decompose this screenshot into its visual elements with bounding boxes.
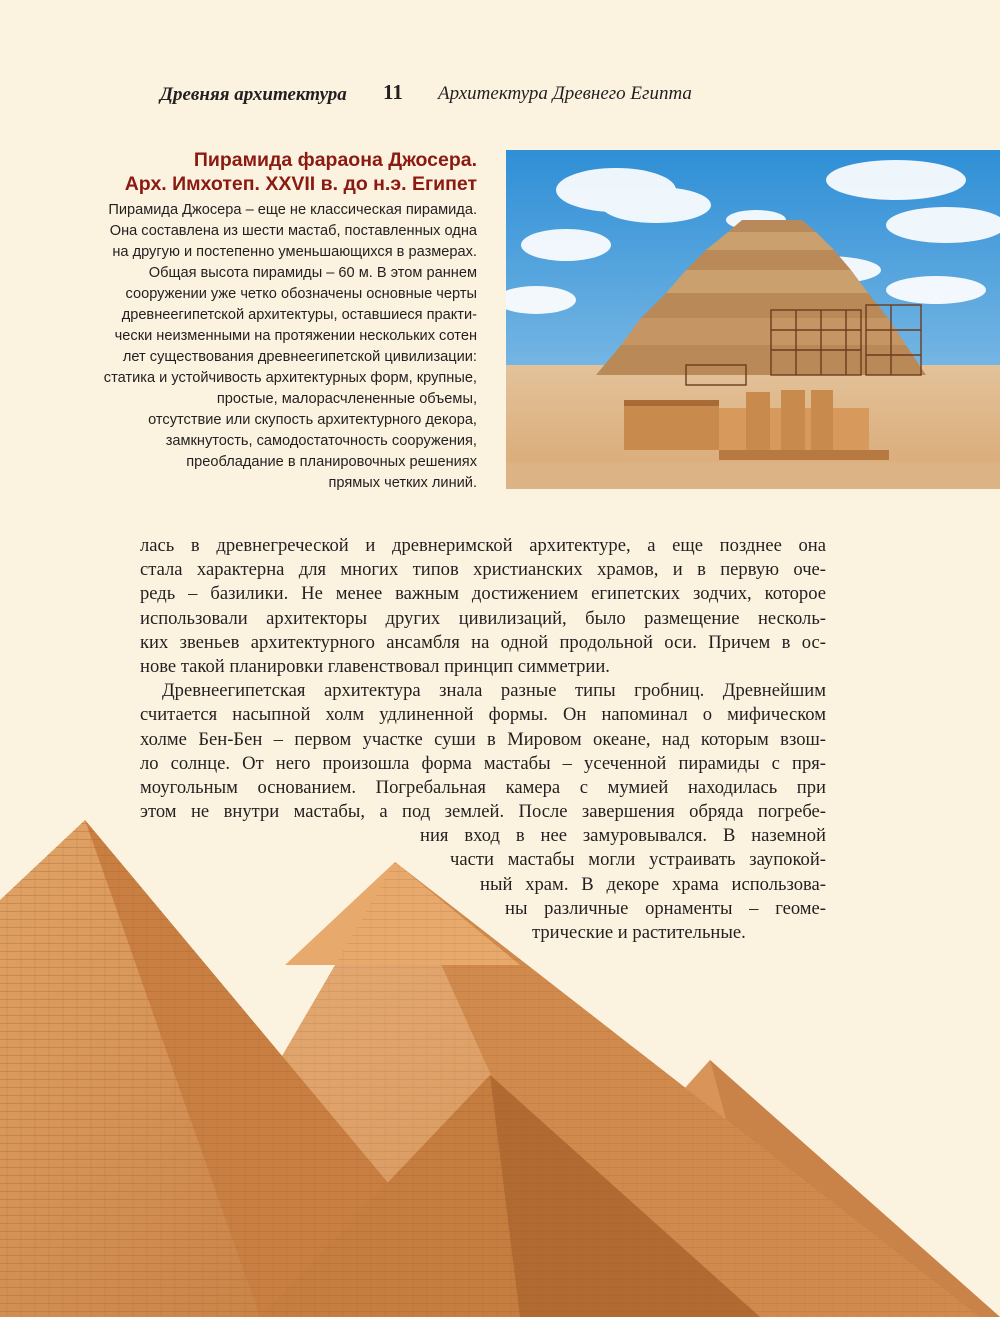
giza-pyramids-illustration: [0, 800, 1000, 1317]
text-line: Древнеегипетская архитектура знала разные типы гробниц. Древнейшим: [162, 680, 826, 702]
text-line: ких звеньев архитектурного ансамбля на одной продольной оси. Причем в ос-: [140, 631, 826, 653]
text-line: лась в древнегреческой и древнеримской архитектуре, а еще позднее она: [140, 535, 826, 556]
caption-title-line: Арх. Имхотеп. XXVII в. до н.э. Египет: [124, 173, 477, 195]
running-head: [0, 80, 1000, 110]
caption-line: отсутствие или скупость архитектурного декора,: [148, 412, 477, 428]
caption-title-line: Пирамида фараона Джосера.: [193, 149, 477, 171]
caption-line: сооружении уже четко обозначены основные черты: [125, 286, 477, 302]
text-line: ло солнце. От него произошла форма мастабы – усеченной пирамиды с пря-: [140, 752, 826, 774]
text-line: использовали архитекторы других цивилизаций, было размещение несколь-: [140, 607, 826, 629]
text-line: редь – базилики. Не менее важным достижением египетских зодчих, которое: [140, 583, 826, 605]
text-line: ны различные орнаменты – геоме-: [505, 897, 826, 919]
caption-line: преобладание в планировочных решениях: [186, 454, 477, 470]
paragraph: [140, 534, 826, 679]
page-number: 11: [383, 80, 403, 104]
caption-body: [40, 200, 477, 494]
text-line: трические и растительные.: [532, 922, 746, 943]
caption-line: замкнутость, самодостаточность сооружения,: [165, 433, 477, 449]
step-pyramid-photo-icon: [506, 150, 1000, 489]
text-line: моугольным основанием. Погребальная камера с мумией находилась при: [140, 776, 826, 798]
text-line: нове такой планировки главенствовал принцип симметрии.: [140, 655, 610, 677]
text-line: ный храм. В декоре храма использова-: [480, 873, 826, 895]
text-line: этом не внутри мастабы, а под землей. После завершения обряда погребе-: [140, 801, 826, 823]
text-line: холме Бен-Бен – первом участке суши в Мировом океане, над которым взош-: [140, 728, 826, 750]
text-line: ния вход в нее замуровывался. В наземной: [420, 825, 826, 847]
caption-line: Общая высота пирамиды – 60 м. В этом раннем: [148, 265, 477, 281]
caption-line: прямых четких линий.: [328, 475, 477, 491]
text-line: стала характерна для многих типов христианских храмов, и в первую оче-: [140, 559, 826, 581]
caption-line: на другую и постепенно уменьшающихся в размерах.: [112, 244, 477, 260]
caption-line: Пирамида Джосера – еще не классическая пирамида.: [108, 202, 477, 218]
text-line: считается насыпной холм удлиненной формы. Он напоминал о мифическом: [140, 704, 826, 726]
caption-line: древнеегипетской архитектуры, оставшиеся практи-: [121, 307, 477, 323]
section-title-left: Древняя архитектура: [160, 84, 347, 105]
text-line: части мастабы могли устраивать заупокой-: [450, 849, 826, 871]
caption-line: чески неизменными на протяжении нескольких сотен: [114, 328, 477, 344]
photo-caption: [40, 148, 477, 494]
caption-line: простые, малорасчлененные объемы,: [216, 391, 477, 407]
caption-line: лет существования древнеегипетской цивилизации:: [122, 349, 477, 365]
giza-pyramids-icon: [0, 800, 1000, 1317]
caption-line: статика и устойчивость архитектурных форм, крупные,: [103, 370, 477, 386]
caption-title: [40, 148, 477, 196]
caption-line: Она составлена из шести мастаб, поставленных одна: [109, 223, 477, 239]
step-pyramid-photo: [506, 150, 1000, 489]
section-title-right: Архитектура Древнего Египта: [438, 83, 692, 104]
